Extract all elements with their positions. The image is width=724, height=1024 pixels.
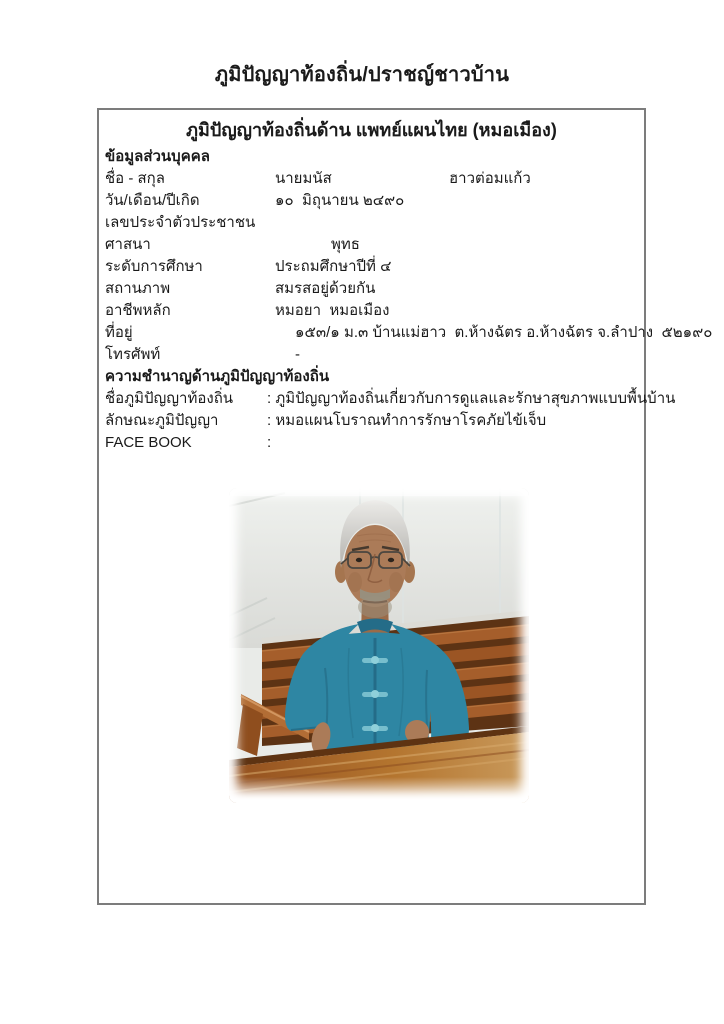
field-value-2: ฮาวต่อมแก้ว: [449, 170, 531, 187]
field-citizen-id: [99, 212, 644, 234]
personal-info-heading: ข้อมูลส่วนบุคคล: [105, 148, 210, 165]
expertise-heading: ความชำนาญด้านภูมิปัญญาท้องถิ่น: [105, 368, 330, 385]
field-wisdom-type: [99, 410, 644, 432]
field-value: หมอยา หมอเมือง: [275, 302, 390, 319]
field-birthdate: [99, 190, 644, 212]
field-value: พุทธ: [331, 236, 360, 253]
field-value: ๑๕๓/๑ ม.๓ บ้านแม่ฮาว ต.ห้างฉัตร อ.ห้างฉัตร จ.ลำปาง ๕๒๑๙๐: [295, 324, 713, 341]
portrait-photo: [229, 488, 529, 803]
field-label: ชื่อภูมิปัญญาท้องถิ่น: [105, 390, 234, 407]
field-label: ระดับการศึกษา: [105, 258, 203, 275]
field-value: : ภูมิปัญญาท้องถิ่นเกี่ยวกับการดูแลและรักษาสุขภาพแบบพื้นบ้าน: [267, 390, 676, 407]
field-value: :: [267, 434, 272, 451]
field-value: สมรสอยู่ด้วยกัน: [275, 280, 376, 297]
field-label: เลขประจำตัวประชาชน: [105, 214, 256, 231]
field-label: ที่อยู่: [105, 324, 133, 341]
field-wisdom-name: [99, 388, 676, 410]
field-value: ประถมศึกษาปีที่ ๔: [275, 258, 392, 275]
portrait-illustration: [229, 488, 529, 803]
field-label: สถานภาพ: [105, 280, 171, 297]
field-label: ศาสนา: [105, 236, 151, 253]
field-education: [99, 256, 644, 278]
field-value: -: [295, 346, 300, 363]
field-religion: [99, 234, 644, 256]
card-title: ภูมิปัญญาท้องถิ่นด้าน แพทย์แผนไทย (หมอเมือง): [186, 120, 557, 140]
field-label: อาชีพหลัก: [105, 302, 171, 319]
field-label: ชื่อ - สกุล: [105, 170, 165, 187]
page-title: ภูมิปัญญาท้องถิ่น/ปราชญ์ชาวบ้าน: [214, 64, 510, 86]
field-marital-status: [99, 278, 644, 300]
field-label: ลักษณะภูมิปัญญา: [105, 412, 219, 429]
field-value: : หมอแผนโบราณทำการรักษาโรคภัยไข้เจ็บ: [267, 412, 547, 429]
field-phone: [99, 344, 644, 366]
field-occupation: [99, 300, 644, 322]
field-value: นายมนัส: [275, 170, 332, 187]
field-label: โทรศัพท์: [105, 346, 161, 363]
field-label: FACE BOOK: [105, 434, 192, 451]
field-name: [99, 168, 644, 190]
wisdom-card: [97, 108, 713, 905]
field-facebook: [99, 432, 644, 454]
card-body: [99, 146, 713, 454]
field-address: [99, 322, 713, 344]
field-value: ๑๐ มิถุนายน ๒๔๙๐: [275, 192, 405, 209]
field-label: วัน/เดือน/ปีเกิด: [105, 192, 200, 209]
